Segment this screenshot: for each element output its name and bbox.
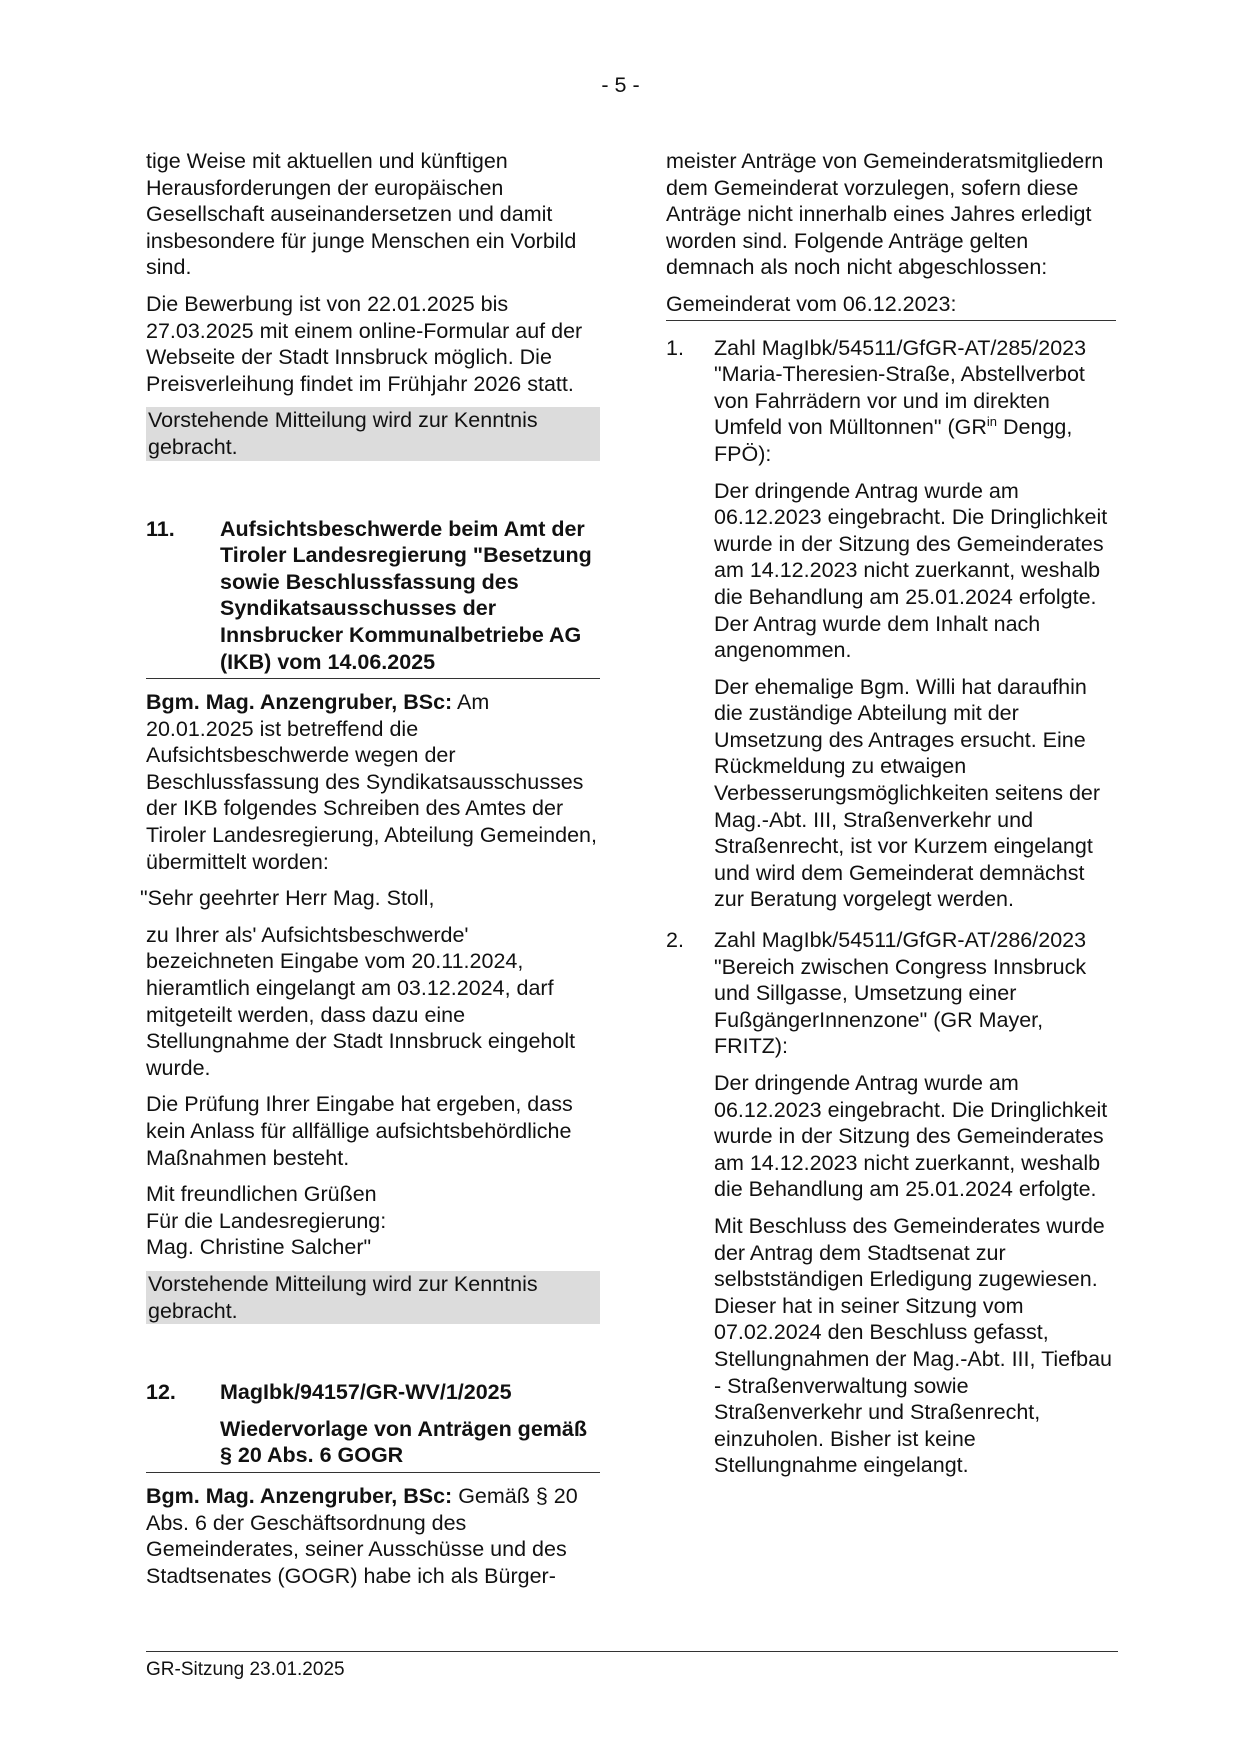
agenda-item-title: Aufsichtsbeschwerde beim Amt der Tiroler Landesregierung "Besetzung sowie Beschlussfassung des Syndikatsausschusses der Innsbrucker Kommunalbetriebe AG (IKB) vom 14.06.2025 xyxy=(220,516,592,674)
list-item-paragraph: Mit Beschluss des Gemeinderates wurde der Antrag dem Stadtsenat zur selbstständigen Erledigung zugewiesen. Dieser hat in seiner Sitzung vom 07.02.2024 den Beschluss gefasst, Stellungnahmen der Mag.-Abt. III, Tiefbau - Straßenverwaltung sowie Straßenverkehr und Straßenrecht, einzuholen. Bisher ist keine Stellungnahme eingelangt. xyxy=(714,1213,1112,1478)
list-item xyxy=(666,927,1116,1060)
paragraph: meister Anträge von Gemeinderatsmitgliedern dem Gemeinderat vorzulegen, sofern diese Anträge nicht innerhalb eines Jahres erledigt worden sind. Folgende Anträge gelten demnach als noch nicht abgeschlossen: xyxy=(666,149,1104,280)
agenda-item-title: Wiedervorlage von Anträgen gemäß § 20 Abs. 6 GOGR xyxy=(220,1416,587,1468)
notice-box: Vorstehende Mitteilung wird zur Kenntnis gebracht. xyxy=(146,407,600,460)
speaker-text: Am 20.01.2025 ist betreffend die Aufsichtsbeschwerde wegen der Beschlussfassung des Syndikatsausschusses der IKB folgendes Schreiben des Amtes der Tiroler Landesregierung, Abteilung Gemeinden, übermittelt worden: xyxy=(146,690,597,874)
agenda-item-reference: MagIbk/94157/GR-WV/1/2025 xyxy=(220,1380,512,1405)
agenda-item-heading xyxy=(146,516,600,680)
letter-paragraph: zu Ihrer als' Aufsichtsbeschwerde' bezeichneten Eingabe vom 20.11.2024, hieramtlich eingelangt am 03.12.2024, darf mitgeteilt werden, dass dazu eine Stellungnahme der Stadt Innsbruck eingeholt wurde. xyxy=(146,922,576,1080)
closing-line: Mit freundlichen Grüßen xyxy=(146,1182,377,1207)
list-item xyxy=(666,335,1116,468)
list-item-paragraph: Der ehemalige Bgm. Willi hat daraufhin die zuständige Abteilung mit der Umsetzung des Antrages ersucht. Eine Rückmeldung zu etwaigen Verbesserungsmöglichkeiten seitens der Mag.-Abt. III, Straßenverkehr und Straßenrecht, ist vor Kurzem eingelangt und wird dem Gemeinderat demnächst zur Beratung vorgelegt werden. xyxy=(714,674,1101,912)
footer-text: GR-Sitzung 23.01.2025 xyxy=(146,1659,345,1680)
agenda-item-number: 11. xyxy=(146,516,175,541)
notice-box: Vorstehende Mitteilung wird zur Kenntnis gebracht. xyxy=(146,1271,600,1324)
letter-salutation: "Sehr geehrter Herr Mag. Stoll, xyxy=(140,886,435,911)
speaker-name: Bgm. Mag. Anzengruber, BSc: xyxy=(146,690,453,715)
closing-line: Mag. Christine Salcher" xyxy=(146,1235,372,1260)
closing-line: Für die Landesregierung: xyxy=(146,1208,387,1233)
list-item-heading xyxy=(714,335,1116,468)
paragraph: tige Weise mit aktuellen und künftigen Herausforderungen der europäischen Gesellschaft auseinandersetzen und damit insbesondere für junge Menschen ein Vorbild sind. xyxy=(146,149,577,280)
page-number: - 5 - xyxy=(601,73,640,97)
session-heading: Gemeinderat vom 06.12.2023: xyxy=(666,291,1116,321)
right-column xyxy=(666,148,1116,1479)
speaker-name: Bgm. Mag. Anzengruber, BSc: xyxy=(146,1483,453,1508)
letter-closing xyxy=(146,1181,600,1261)
letter-paragraph: Die Prüfung Ihrer Eingabe hat ergeben, dass kein Anlass für allfällige aufsichtsbehördliche Maßnahmen besteht. xyxy=(146,1092,573,1170)
left-column xyxy=(140,148,600,1589)
list-item-heading: Zahl MagIbk/54511/GfGR-AT/286/2023 "Bereich zwischen Congress Innsbruck und Sillgasse, Umsetzung einer FußgängerInnenzone" (GR Mayer, FRITZ): xyxy=(714,928,1087,1059)
list-item-number: 1. xyxy=(666,335,684,360)
superscript: in xyxy=(986,414,998,430)
heading-text: Dengg, FPÖ): xyxy=(714,415,1073,466)
agenda-item-title-block xyxy=(146,1416,600,1473)
list-item-paragraph: Der dringende Antrag wurde am 06.12.2023 eingebracht. Die Dringlichkeit wurde in der Sitzung des Gemeinderates am 14.12.2023 nicht zuerkannt, weshalb die Behandlung am 25.01.2024 erfolgte. xyxy=(714,1071,1108,1202)
footer-divider xyxy=(146,1651,1118,1652)
agenda-item-number: 12. xyxy=(146,1380,176,1405)
list-item-paragraph: Der dringende Antrag wurde am 06.12.2023 eingebracht. Die Dringlichkeit wurde in der Sitzung des Gemeinderates am 14.12.2023 nicht zuerkannt, weshalb die Behandlung am 25.01.2024 erfolgte. Der Antrag wurde dem Inhalt nach angenommen. xyxy=(714,478,1108,663)
speaker-paragraph xyxy=(146,1483,600,1589)
speaker-paragraph xyxy=(146,689,600,875)
speaker-text: Gemäß § 20 Abs. 6 der Geschäftsordnung des Gemeinderates, seiner Ausschüsse und des Stadtsenates (GOGR) habe ich als Bürger- xyxy=(146,1483,578,1588)
agenda-item-heading xyxy=(146,1379,600,1406)
list-item-number: 2. xyxy=(666,928,684,953)
paragraph: Die Bewerbung ist von 22.01.2025 bis 27.03.2025 mit einem online-Formular auf der Webseite der Stadt Innsbruck möglich. Die Preisverleihung findet im Frühjahr 2026 statt. xyxy=(146,291,583,396)
heading-text: Zahl MagIbk/54511/GfGR-AT/285/2023 "Maria-Theresien-Straße, Abstellverbot von Fahrrädern vor und im direkten Umfeld von Mülltonnen" (GR xyxy=(714,335,1087,440)
